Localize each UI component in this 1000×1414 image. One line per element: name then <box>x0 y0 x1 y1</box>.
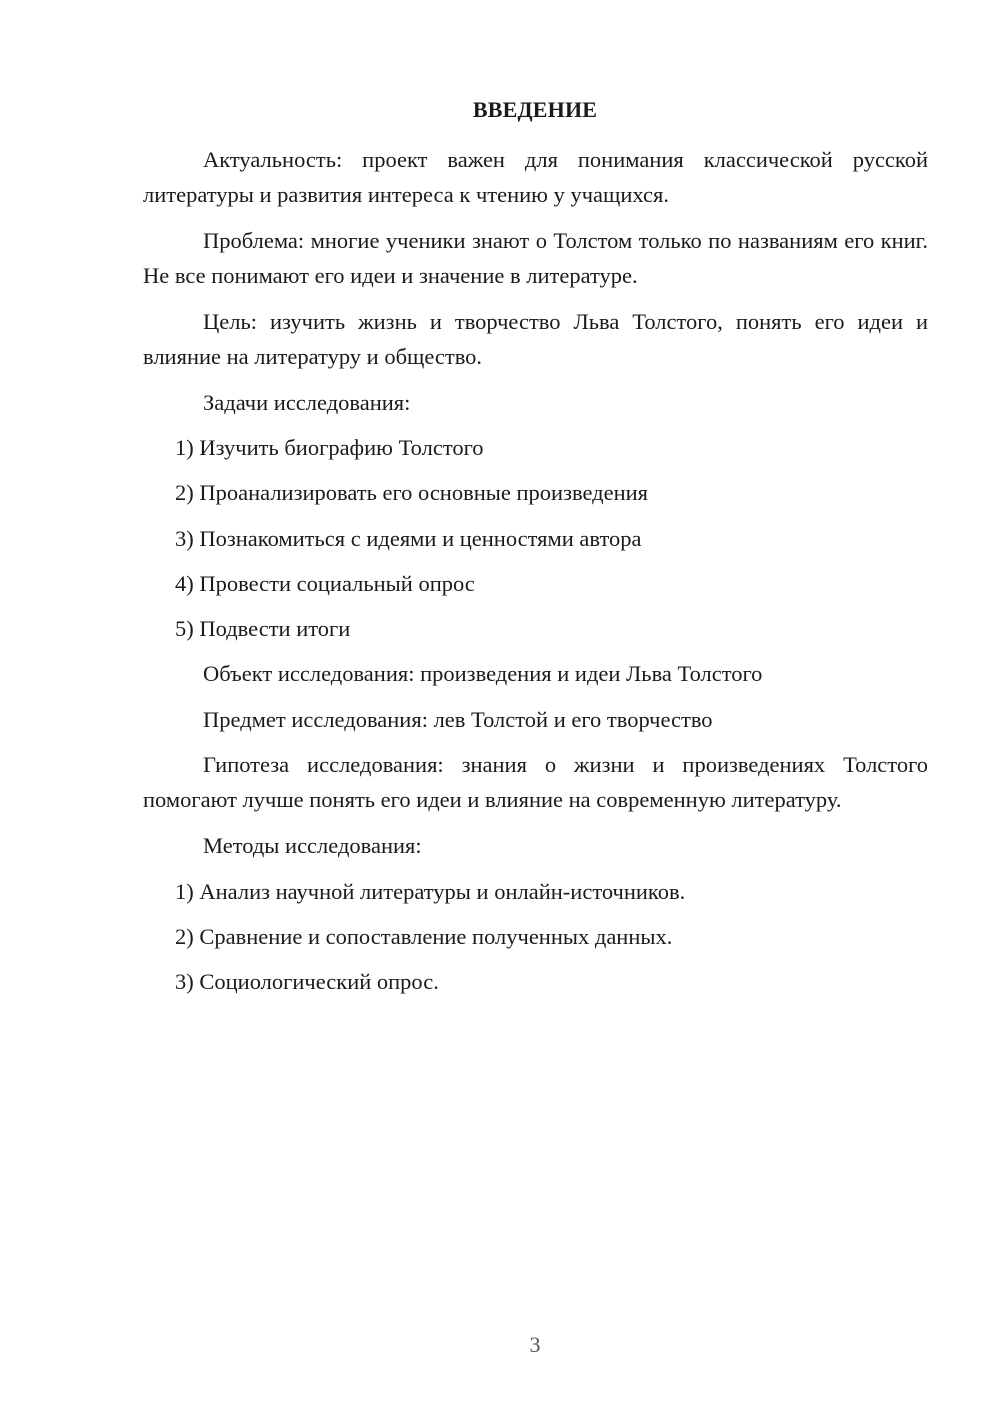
task-item: 3) Познакомиться с идеями и ценностями автора <box>175 526 642 551</box>
relevance-paragraph: Актуальность: проект важен для понимания классической русской литературы и развития интереса к чтению у учащихся. <box>143 147 928 207</box>
tasks-title: Задачи исследования: <box>203 390 411 415</box>
method-item: 2) Сравнение и сопоставление полученных данных. <box>175 924 673 949</box>
task-item: 4) Провести социальный опрос <box>175 571 475 596</box>
task-item: 2) Проанализировать его основные произведения <box>175 480 649 505</box>
section-heading: ВВЕДЕНИЕ <box>472 97 598 122</box>
task-item: 1) Изучить биографию Толстого <box>175 435 484 460</box>
goal-paragraph: Цель: изучить жизнь и творчество Льва Толстого, понять его идеи и влияние на литературу и общество. <box>143 309 928 369</box>
method-item: 3) Социологический опрос. <box>175 969 439 994</box>
hypothesis-paragraph: Гипотеза исследования: знания о жизни и произведениях Толстого помогают лучше понять его идеи и влияние на современную литературу. <box>143 752 928 812</box>
page-number: 3 <box>529 1332 541 1357</box>
problem-paragraph: Проблема: многие ученики знают о Толстом только по названиям его книг. Не все понимают его идеи и значение в литературе. <box>143 228 928 288</box>
task-item: 5) Подвести итоги <box>175 616 351 641</box>
object-line: Объект исследования: произведения и идеи Льва Толстого <box>203 661 763 686</box>
method-item: 1) Анализ научной литературы и онлайн-источников. <box>175 879 686 904</box>
subject-line: Предмет исследования: лев Толстой и его творчество <box>203 707 713 732</box>
methods-title: Методы исследования: <box>203 833 422 858</box>
